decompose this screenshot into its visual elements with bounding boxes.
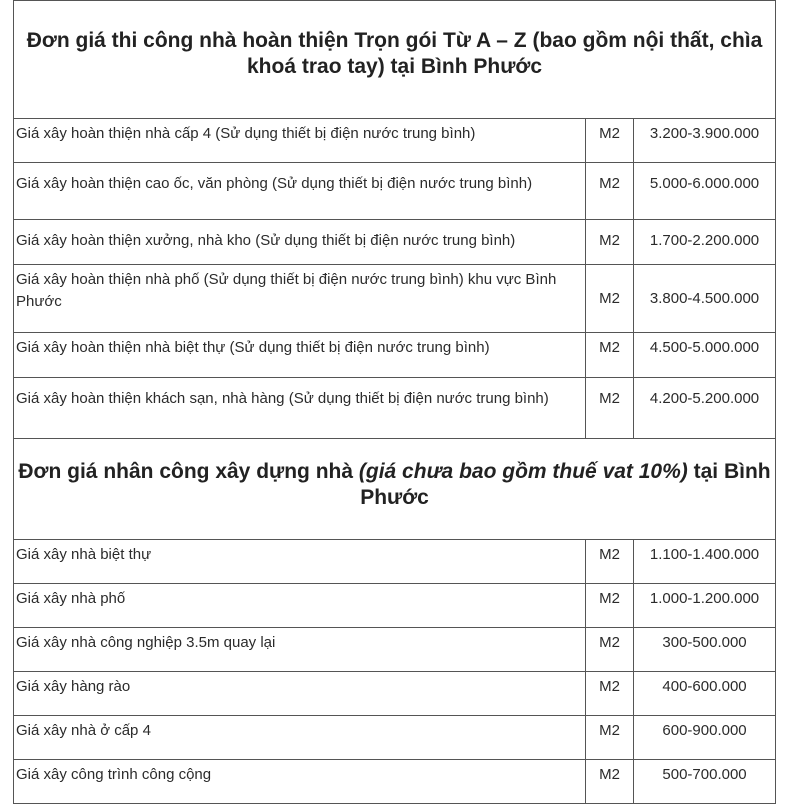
row-price: 1.000-1.200.000: [634, 584, 776, 628]
section2-heading-row: [14, 439, 776, 540]
row-unit: M2: [586, 119, 634, 163]
row-unit: M2: [586, 760, 634, 804]
table-row: [14, 672, 776, 716]
row-price: 1.700-2.200.000: [634, 220, 776, 265]
section1-heading: [14, 1, 776, 119]
row-description: Giá xây công trình công cộng: [14, 760, 586, 804]
row-price: 300-500.000: [634, 628, 776, 672]
row-price: 1.100-1.400.000: [634, 540, 776, 584]
row-unit: M2: [586, 163, 634, 220]
row-description: Giá xây nhà ở cấp 4: [14, 716, 586, 760]
row-description: Giá xây nhà biệt thự: [14, 540, 586, 584]
row-description: Giá xây hàng rào: [14, 672, 586, 716]
section1-heading-row: [14, 1, 776, 119]
section1-title: Đơn giá thi công nhà hoàn thiện Trọn gói Từ A – Z (bao gồm nội thất, chìa khoá trao tay) tại Bình Phước: [26, 29, 763, 78]
row-price: 4.500-5.000.000: [634, 333, 776, 378]
row-unit: M2: [586, 220, 634, 265]
row-unit: M2: [586, 333, 634, 378]
table-row: [14, 540, 776, 584]
table-row: [14, 760, 776, 804]
table-row: [14, 163, 776, 220]
section2-title-italic: (giá chưa bao gồm thuế vat 10%): [358, 460, 688, 483]
table-row: [14, 119, 776, 163]
section2-heading: [14, 439, 776, 540]
row-description: Giá xây hoàn thiện cao ốc, văn phòng (Sử dụng thiết bị điện nước trung bình): [14, 163, 586, 220]
table-row: [14, 628, 776, 672]
row-price: 600-900.000: [634, 716, 776, 760]
row-description: Giá xây hoàn thiện nhà cấp 4 (Sử dụng thiết bị điện nước trung bình): [14, 119, 586, 163]
row-unit: M2: [586, 378, 634, 439]
section2-title-start: Đơn giá nhân công xây dựng nhà: [18, 460, 359, 483]
section2-title: [14, 459, 775, 511]
section2-title-end: tại Bình Phước: [360, 460, 771, 509]
row-description: Giá xây hoàn thiện xưởng, nhà kho (Sử dụng thiết bị điện nước trung bình): [14, 220, 586, 265]
row-price: 5.000-6.000.000: [634, 163, 776, 220]
row-description: Giá xây nhà phố: [14, 584, 586, 628]
row-price: 400-600.000: [634, 672, 776, 716]
row-unit: M2: [586, 584, 634, 628]
row-description: Giá xây hoàn thiện nhà biệt thự (Sử dụng thiết bị điện nước trung bình): [14, 333, 586, 378]
table-row: [14, 716, 776, 760]
row-unit: M2: [586, 265, 634, 333]
row-unit: M2: [586, 672, 634, 716]
row-price: 3.200-3.900.000: [634, 119, 776, 163]
row-unit: M2: [586, 628, 634, 672]
row-unit: M2: [586, 716, 634, 760]
table-row: [14, 333, 776, 378]
table-row: [14, 220, 776, 265]
row-price: 4.200-5.200.000: [634, 378, 776, 439]
price-table: [13, 0, 776, 804]
table-row: [14, 378, 776, 439]
row-unit: M2: [586, 540, 634, 584]
row-description: Giá xây hoàn thiện nhà phố (Sử dụng thiết bị điện nước trung bình) khu vực Bình Phước: [14, 265, 586, 333]
row-description: Giá xây nhà công nghiệp 3.5m quay lại: [14, 628, 586, 672]
row-description: Giá xây hoàn thiện khách sạn, nhà hàng (Sử dụng thiết bị điện nước trung bình): [14, 378, 586, 439]
row-price: 500-700.000: [634, 760, 776, 804]
row-price: 3.800-4.500.000: [634, 265, 776, 333]
table-row: [14, 265, 776, 333]
table-row: [14, 584, 776, 628]
